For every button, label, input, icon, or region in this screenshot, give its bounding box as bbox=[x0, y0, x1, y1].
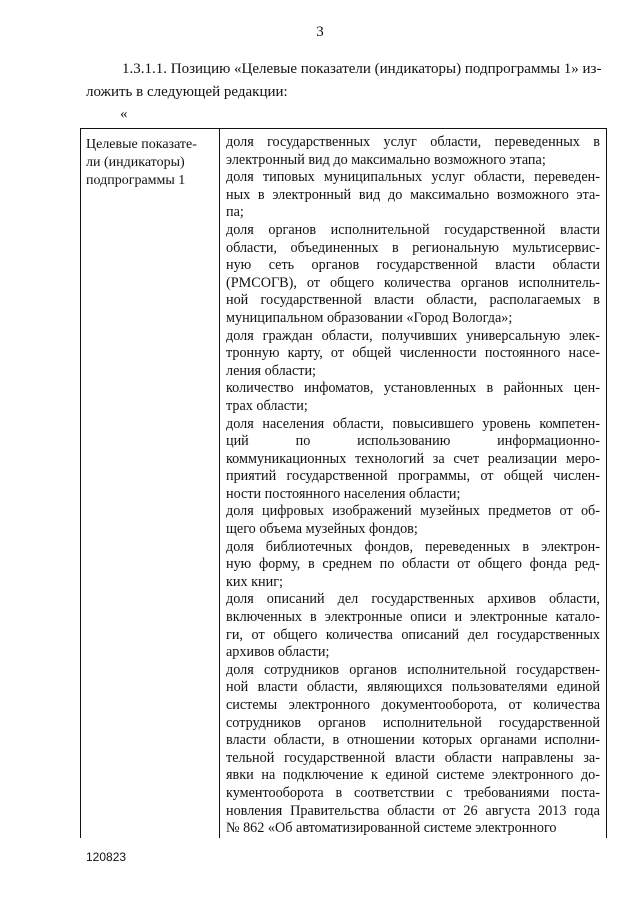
indicator-line: приятий государственной программы, от общей числен- bbox=[226, 468, 600, 485]
indicator-line: (РМСОГВ), от общего количества органов исполнитель- bbox=[226, 274, 600, 291]
indicator-line: ной власти области, являющихся пользователями единой bbox=[226, 679, 600, 696]
indicator-line: доля описаний дел государственных архивов области, bbox=[226, 591, 600, 608]
indicator-item bbox=[226, 539, 600, 592]
indicator-line: трах области; bbox=[226, 397, 308, 414]
intro-line-1: 1.3.1.1. Позицию «Целевые показатели (индикаторы) подпрограммы 1» из- bbox=[122, 61, 602, 77]
indicators-list bbox=[220, 129, 606, 838]
indicator-line: па; bbox=[226, 204, 244, 221]
indicator-item bbox=[226, 662, 600, 838]
indicator-line: доля сотрудников органов исполнительной государствен- bbox=[226, 661, 600, 678]
indicator-line: ций по использованию информационно- bbox=[226, 433, 600, 450]
indicator-line: власти области, в отношении которых органами исполни- bbox=[226, 732, 600, 749]
indicator-line: доля органов исполнительной государственной власти bbox=[226, 221, 600, 238]
document-code: 120823 bbox=[86, 850, 127, 864]
indicator-line: ления области; bbox=[226, 362, 317, 379]
indicator-line: тронную карту, от общей численности постоянного насе- bbox=[226, 345, 600, 362]
indicator-line: ги, от общего количества описаний дел государственных bbox=[226, 626, 600, 643]
indicator-line: доля цифровых изображений музейных предметов от об- bbox=[226, 503, 600, 520]
indicator-item bbox=[226, 503, 600, 538]
row-header-cell bbox=[81, 129, 220, 838]
indicator-line: коммуникационных технологий за счет реализации меро- bbox=[226, 450, 600, 467]
indicator-line: ной государственной власти области, располагаемых в bbox=[226, 292, 600, 309]
page-number: 3 bbox=[316, 24, 324, 40]
indicator-line: ную форму, в среднем по области от общего фонда ред- bbox=[226, 556, 600, 573]
indicator-line: электронный вид до максимально возможного этапа; bbox=[226, 151, 546, 168]
indicator-line: ких книг; bbox=[226, 573, 283, 590]
indicator-line: доля библиотечных фондов, переведенных в электрон- bbox=[226, 538, 600, 555]
indicator-item bbox=[226, 222, 600, 328]
indicator-line: области, объединенных в региональную мультисервис- bbox=[226, 239, 600, 256]
row-header-line: Целевые показате- bbox=[86, 137, 197, 152]
indicators-table bbox=[80, 128, 607, 838]
indicator-line: ных в электронный вид до максимально возможного эта- bbox=[226, 186, 600, 203]
row-header-line: подпрограммы 1 bbox=[86, 173, 186, 188]
row-header-line: ли (индикаторы) bbox=[86, 155, 185, 170]
indicator-line: сотрудников органов исполнительной государственной bbox=[226, 714, 600, 731]
row-content-cell bbox=[220, 129, 607, 838]
indicator-item bbox=[226, 169, 600, 222]
indicator-line: тельной государственной власти области направлены за- bbox=[226, 749, 600, 766]
opening-quote: « bbox=[120, 106, 128, 122]
intro-line-2: ложить в следующей редакции: bbox=[86, 84, 288, 100]
indicator-line: щего объема музейных фондов; bbox=[226, 521, 418, 538]
indicator-line: № 862 «Об автоматизированной системе электронного bbox=[226, 820, 557, 837]
indicator-line: доля типовых муниципальных услуг области, переведен- bbox=[226, 169, 600, 186]
row-header-text bbox=[81, 129, 219, 190]
intro-paragraph bbox=[86, 58, 606, 104]
indicator-item bbox=[226, 134, 600, 169]
indicator-line: доля государственных услуг области, переведенных в bbox=[226, 134, 600, 150]
indicator-line: ности постоянного населения области; bbox=[226, 485, 461, 502]
indicator-line: количество инфоматов, установленных в районных цен- bbox=[226, 380, 600, 397]
table-row bbox=[81, 129, 607, 838]
indicator-line: включенных в электронные описи и электронные катало- bbox=[226, 609, 600, 626]
indicator-line: доля граждан области, получивших универсальную элек- bbox=[226, 327, 600, 344]
indicator-item bbox=[226, 416, 600, 504]
indicator-line: доля населения области, повысившего уровень компетен- bbox=[226, 415, 600, 432]
indicator-line: кументооборота в соответствии с требованиями поста- bbox=[226, 784, 600, 801]
indicator-line: ную сеть органов государственной власти области bbox=[226, 257, 600, 274]
indicator-item bbox=[226, 591, 600, 661]
indicator-line: муниципальном образовании «Город Вологда»; bbox=[226, 309, 513, 326]
indicator-line: архивов области; bbox=[226, 644, 330, 661]
indicator-line: новления Правительства области от 26 августа 2013 года bbox=[226, 802, 600, 819]
indicator-item bbox=[226, 380, 600, 415]
indicator-line: явки на подключение к единой системе электронного до- bbox=[226, 767, 600, 784]
indicator-line: системы электронного документооборота, от количества bbox=[226, 697, 600, 713]
indicator-item bbox=[226, 328, 600, 381]
